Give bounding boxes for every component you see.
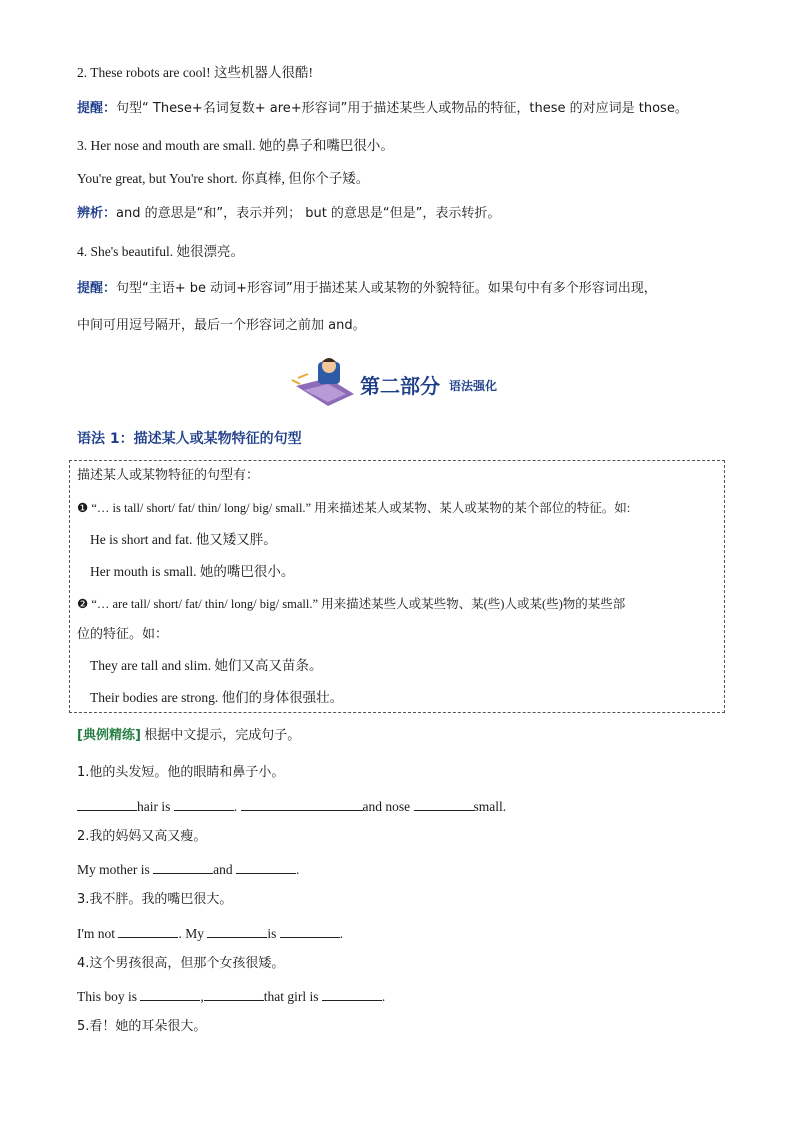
box-item-2-cont: 位的特征。如： (77, 627, 169, 642)
example-2: 2. These robots are cool! 这些机器人很酷! (77, 65, 313, 80)
analysis-text: and 的意思是“和”，表示并列； but 的意思是“但是”，表示转折。 (116, 206, 501, 221)
tip-2 (77, 279, 657, 298)
answer-word: small. (473, 799, 507, 814)
question-3: 3.我不胖。我的嘴巴很大。 (77, 892, 233, 907)
answer-blank[interactable] (174, 797, 234, 811)
example-3: 3. Her nose and mouth are small. 她的鼻子和嘴巴很小。 (77, 138, 394, 153)
answer-blank[interactable] (153, 860, 213, 874)
section-subtitle: 语法强化 (449, 379, 498, 393)
box-item-1: ❶ “… is tall/ short/ fat/ thin/ long/ big/ small.” 用来描述某人或某物、某人或某物的某个部位的特征。如: (77, 501, 631, 515)
tip-label: 提醒： (77, 281, 117, 296)
analysis (77, 204, 500, 223)
question-5: 5.看！她的耳朵很大。 (77, 1019, 207, 1034)
answer-line-2 (77, 860, 299, 879)
answer-blank[interactable] (204, 987, 264, 1001)
tip-text: 句型“ These+名词复数+ are+形容词”用于描述某些人或物品的特征，these 的对应词是 those。 (116, 101, 688, 116)
answer-blank[interactable] (414, 797, 474, 811)
tip-1 (77, 99, 688, 118)
answer-word: and nose (362, 799, 411, 814)
answer-line-3 (77, 924, 343, 943)
box-intro: 描述某人或某物特征的句型有： (77, 468, 260, 483)
answer-word: . (296, 862, 300, 877)
box-example: He is short and fat. 他又矮又胖。 (90, 532, 277, 547)
tip-text: 句型“主语+ be 动词+形容词”用于描述某人或某物的外貌特征。如果句中有多个形容词出现， (116, 281, 657, 296)
answer-word: My mother is (77, 862, 150, 877)
practice-instruction: 根据中文提示，完成句子。 (144, 728, 301, 743)
box-example: They are tall and slim. 她们又高又苗条。 (90, 658, 323, 673)
answer-word: This boy is (77, 989, 138, 1004)
box-example: Her mouth is small. 她的嘴巴很小。 (90, 564, 295, 579)
answer-word: and (213, 862, 233, 877)
answer-word: is (267, 926, 277, 941)
answer-blank[interactable] (140, 987, 200, 1001)
answer-blank[interactable] (241, 797, 363, 811)
answer-word: . (233, 799, 238, 814)
section-title: 第二部分 (360, 374, 440, 398)
answer-blank[interactable] (236, 860, 296, 874)
answer-word: hair is (137, 799, 171, 814)
answer-word: I'm not (77, 926, 116, 941)
example-4: 4. She's beautiful. 她很漂亮。 (77, 244, 245, 259)
question-1: 1.他的头发短。他的眼睛和鼻子小。 (77, 765, 285, 780)
question-4: 4.这个男孩很高，但那个女孩很矮。 (77, 956, 285, 971)
grammar-heading: 语法 1：描述某人或某物特征的句型 (77, 431, 302, 447)
answer-blank[interactable] (77, 797, 137, 811)
answer-blank[interactable] (207, 924, 267, 938)
answer-blank[interactable] (118, 924, 178, 938)
answer-line-4 (77, 987, 385, 1006)
answer-word: . (339, 926, 344, 941)
answer-blank[interactable] (322, 987, 382, 1001)
tip-2-cont: 中间可用逗号隔开，最后一个形容词之前加 and。 (77, 318, 366, 333)
analysis-label: 辨析： (77, 206, 117, 221)
box-example: Their bodies are strong. 他们的身体很强壮。 (90, 690, 344, 705)
tip-label: 提醒： (77, 101, 117, 116)
answer-blank[interactable] (280, 924, 340, 938)
answer-word: , (200, 989, 204, 1004)
answer-word: . (381, 989, 386, 1004)
question-2: 2.我的妈妈又高又瘦。 (77, 829, 207, 844)
grammar-box (69, 460, 725, 713)
box-item-2: ❷ “… are tall/ short/ fat/ thin/ long/ big/ small.” 用来描述某些人或某些物、某(些)人或某(些)物的某些部 (77, 597, 626, 611)
practice-header (77, 726, 300, 745)
answer-word: . My (178, 926, 204, 941)
example-3b: You're great, but You're short. 你真棒, 但你个子矮。 (77, 171, 370, 186)
practice-tag: [典例精练] (77, 728, 141, 743)
answer-word: that girl is (263, 989, 319, 1004)
answer-line-1 (77, 797, 506, 816)
